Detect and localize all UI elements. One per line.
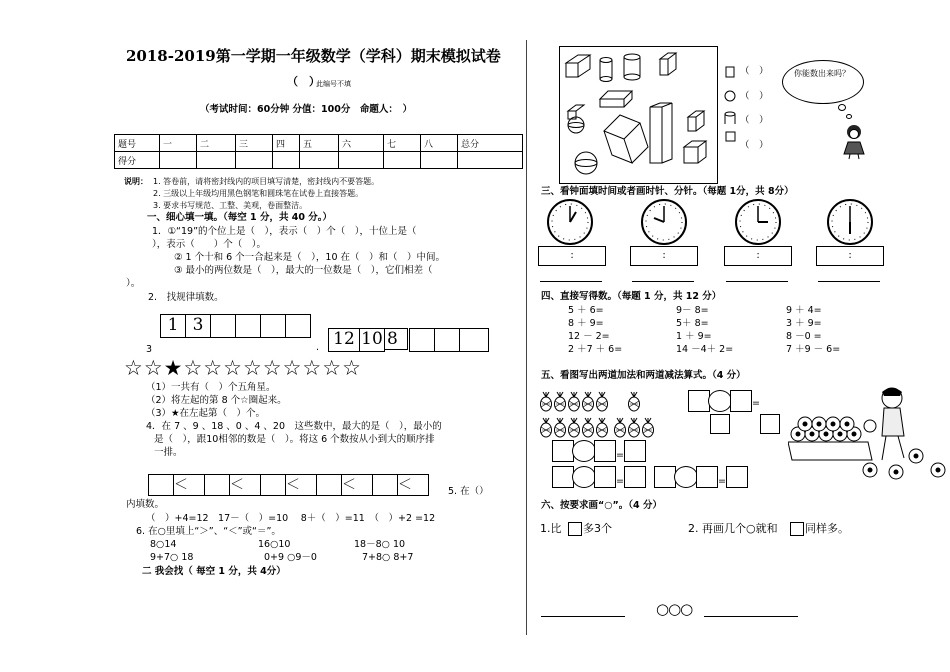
equals-sign: = [616, 450, 624, 461]
answer-square[interactable] [624, 440, 646, 462]
time-answer-box[interactable]: : [538, 246, 606, 266]
less-than-sign: ＜ [173, 474, 205, 496]
compare-item: 18－8○ 10 [354, 539, 406, 550]
score-input-cell[interactable] [421, 152, 458, 169]
clock-face-3 [734, 198, 782, 246]
less-than-sign: ＜ [285, 474, 317, 496]
item1-text-a: 1.比 [540, 522, 562, 535]
score-input-cell[interactable] [339, 152, 384, 169]
note-line: 3. 要求书写规范、工整、美观，卷面整洁。 [153, 201, 308, 210]
clock-face-1 [546, 198, 594, 246]
q1-line: ② 1 个十和 6 个一合起来是（ ），10 在（ ）和（ ）中间。 [174, 252, 446, 263]
compare-item: 7+8○ 8+7 [362, 552, 414, 563]
seq-blank-cell[interactable] [210, 314, 236, 338]
score-table-score-row [115, 152, 523, 169]
order-blank-cell[interactable] [204, 474, 230, 496]
seq-cell: 10 [359, 328, 385, 352]
less-than-sign: ＜ [341, 474, 373, 496]
score-table-header-row [115, 135, 523, 152]
score-header-cell: 一 [160, 135, 197, 152]
answer-square[interactable] [726, 466, 748, 488]
section6-title: 六、按要求画“○”。（4 分） [541, 500, 662, 511]
q3-line: （1）一共有（ ）个五角星。 [146, 382, 276, 393]
arithmetic-item: 7 ＋9 － 6= [786, 344, 841, 355]
answer-square[interactable] [594, 440, 616, 462]
operator-circle[interactable] [674, 466, 698, 488]
answer-square[interactable] [624, 466, 646, 488]
note-line: 2. 三级以上年级均用黑色钢笔和圆珠笔在试卷上直接答题。 [153, 189, 364, 198]
operator-circle[interactable] [572, 440, 596, 462]
arithmetic-item: 14 －4＋ 2= [676, 344, 734, 355]
equals-sign: = [718, 476, 726, 487]
code-note: 此编号不填 [316, 80, 351, 88]
score-header-cell: 八 [421, 135, 458, 152]
3d-shapes-illustration [560, 47, 717, 183]
shape-count-blank[interactable]: （ ） [740, 91, 769, 102]
section2-title: 二 我会找（ 每空 1 分，共 4分） [142, 566, 286, 577]
order-blank-cell[interactable] [316, 474, 342, 496]
score-header-cell: 三 [236, 135, 273, 152]
q1-line: 1．①“19”的个位上是（ ），表示（ ）个（ ），十位上是（ [152, 226, 417, 237]
arithmetic-item: 5＋ 8= [676, 318, 709, 329]
exam-info: （考试时间：60分钟 分值：100分 命题人： ） [200, 104, 413, 115]
q4-line: 是（ ），跟10相邻的数是（ ）。将这 6 个数按从小到大的顺序排 [154, 434, 435, 445]
time-answer-box[interactable]: : [724, 246, 792, 266]
seq-blank-cell[interactable] [459, 328, 489, 352]
seq1-prefix: 3 [146, 344, 153, 355]
answer-square[interactable] [730, 390, 752, 412]
boy-with-footballs-illustration [788, 386, 948, 486]
square-symbol [790, 522, 804, 536]
girl-figure [842, 124, 868, 160]
compare-item: 8○14 [150, 539, 177, 550]
arithmetic-item: 3 ＋ 9= [786, 318, 822, 329]
clock-face [546, 198, 594, 246]
answer-square[interactable] [688, 390, 710, 412]
score-header-cell: 七 [384, 135, 421, 152]
answer-underline[interactable] [818, 281, 880, 282]
score-header-cell: 题号 [115, 135, 160, 152]
score-row-label: 得分 [115, 152, 160, 169]
code-paren: （ ） [287, 75, 320, 88]
answer-underline[interactable] [726, 281, 788, 282]
score-header-cell: 五 [300, 135, 339, 152]
seq2-prefix: . [316, 342, 320, 353]
q1-line: ），表示（ ）个（ ）。 [152, 239, 267, 250]
seq-cell: 12 [328, 328, 360, 352]
less-than-sign: ＜ [229, 474, 261, 496]
arithmetic-item: 12 － 2= [568, 331, 610, 342]
shape-legend [724, 66, 738, 146]
answer-square[interactable] [654, 466, 676, 488]
score-table [114, 134, 523, 169]
score-header-cell: 四 [273, 135, 300, 152]
seq-cell: 1 [160, 314, 186, 338]
seq-blank-cell[interactable] [285, 314, 311, 338]
answer-square[interactable] [760, 414, 780, 434]
score-input-cell[interactable] [273, 152, 300, 169]
seq-blank-cell[interactable] [434, 328, 460, 352]
operator-circle[interactable] [708, 390, 732, 412]
clock-face [826, 198, 874, 246]
arithmetic-item: 1 ＋ 9= [676, 331, 712, 342]
section5-title: 五、看图写出两道加法和两道减法算式。（4 分） [541, 370, 746, 381]
clock-face-2 [640, 198, 688, 246]
drawing-answer-line[interactable] [704, 616, 798, 617]
clock-face [640, 198, 688, 246]
less-than-sign: ＜ [397, 474, 429, 496]
item2-text-b: 同样多。 [805, 522, 849, 535]
girl-illustration [842, 124, 868, 164]
arithmetic-item: 5 ＋ 6= [568, 305, 604, 316]
pineapples-illustration [540, 390, 670, 440]
operator-circle[interactable] [572, 466, 596, 488]
q5-equations: （ ）+4=12 17－（ ）=10 8＋（ ）=11 （ ）+2 =12 [146, 513, 436, 524]
square-symbol [568, 522, 582, 536]
item1-text-b: 多3个 [583, 522, 612, 535]
section3-title: 三、看钟面填时间或者画时针、分针。（每题 1分，共 8分） [541, 186, 794, 197]
score-header-cell: 二 [197, 135, 236, 152]
q3-line: （3）★在左起第（ ）个。 [146, 408, 266, 419]
item2-text-a: 2. 再画几个○就和 [688, 522, 778, 535]
equals-sign: = [616, 476, 624, 487]
column-divider [526, 40, 527, 635]
arithmetic-item: 8 ＋ 9= [568, 318, 604, 329]
shape-count-blank[interactable]: （ ） [740, 140, 769, 151]
time-answer-box[interactable]: : [816, 246, 884, 266]
seq-blank-cell[interactable] [409, 328, 435, 352]
time-answer-box[interactable]: : [630, 246, 698, 266]
seq-cell: 3 [185, 314, 211, 338]
q5-label: 5. 在（） [448, 486, 489, 497]
notes-label: 说明： [124, 177, 148, 186]
q4-line: 一排。 [154, 447, 183, 458]
score-header-cell: 六 [339, 135, 384, 152]
answer-underline[interactable] [632, 281, 694, 282]
q6-prompt: 6. 在○里填上“＞”、“＜”或“＝”。 [136, 526, 281, 537]
order-blank-cell[interactable] [148, 474, 174, 496]
star-row: ☆☆★☆☆☆☆☆☆☆☆☆ [124, 356, 362, 380]
q5-tail: 内填数。 [126, 499, 165, 510]
compare-item: 9+7○ 18 [150, 552, 194, 563]
answer-square[interactable] [594, 466, 616, 488]
answer-square[interactable] [552, 466, 574, 488]
q1-line: ）。 [126, 278, 141, 289]
note-line: 1. 答卷前，请将密封线内的项目填写清楚，密封线内不要答题。 [153, 177, 380, 186]
order-blank-cell[interactable] [372, 474, 398, 496]
answer-square[interactable] [710, 414, 730, 434]
arithmetic-item: 9－ 8= [676, 305, 709, 316]
speech-bubble [782, 60, 864, 104]
shape-legend-icons [724, 66, 738, 146]
seq-blank-cell[interactable] [235, 314, 261, 338]
score-input-cell[interactable] [384, 152, 421, 169]
clock-face [734, 198, 782, 246]
score-input-cell[interactable] [458, 152, 523, 169]
page-title: 2018-2019第一学期一年级数学（学科）期末模拟试卷 [126, 47, 501, 65]
answer-underline[interactable] [540, 281, 602, 282]
q1-line: ③ 最小的两位数是（ ），最大的一位数是（ ），它们相差（ [174, 265, 433, 276]
score-input-cell[interactable] [300, 152, 339, 169]
q4-line: 4．在 7 、9 、18 、0 、4 、20 这些数中，最大的是（ ），最小的 [146, 421, 442, 432]
three-circles: ○○○ [656, 600, 693, 618]
shape-count-blank[interactable]: （ ） [740, 115, 769, 126]
seq-blank-cell[interactable] [260, 314, 286, 338]
section1-title: 一、细心填一填。（每空 1 分，共 40 分。） [147, 212, 333, 223]
q3-line: （2）将左起的第 8 个☆圈起来。 [146, 395, 287, 406]
pineapple-picture [540, 390, 670, 444]
bubble-tail-dot [846, 114, 852, 119]
equals-sign: = [752, 398, 760, 409]
drawing-answer-line[interactable] [541, 616, 625, 617]
answer-square[interactable] [696, 466, 718, 488]
answer-square[interactable] [552, 440, 574, 462]
score-input-cell[interactable] [160, 152, 197, 169]
football-picture [788, 386, 948, 490]
score-input-cell[interactable] [236, 152, 273, 169]
q2-prompt: 2. 找规律填数。 [148, 292, 224, 303]
compare-item: 16○10 [258, 539, 291, 550]
bubble-tail-dot [838, 104, 846, 111]
arithmetic-item: 9 ＋ 4= [786, 305, 822, 316]
shape-count-blank[interactable]: （ ） [740, 66, 769, 77]
seq-cell: 8 [384, 328, 408, 350]
speech-bubble-text: 你能数出来吗？ [794, 69, 850, 78]
shapes-picture [559, 46, 718, 184]
section4-title: 四、直接写得数。（每题 1 分，共 12 分） [541, 291, 722, 302]
order-blank-cell[interactable] [260, 474, 286, 496]
arithmetic-item: 2 ＋7 ＋ 6= [568, 344, 623, 355]
clock-face-4 [826, 198, 874, 246]
score-input-cell[interactable] [197, 152, 236, 169]
score-header-cell: 总分 [458, 135, 523, 152]
compare-item: 0+9 ○9－0 [264, 552, 317, 563]
arithmetic-item: 8 －0 = [786, 331, 822, 342]
